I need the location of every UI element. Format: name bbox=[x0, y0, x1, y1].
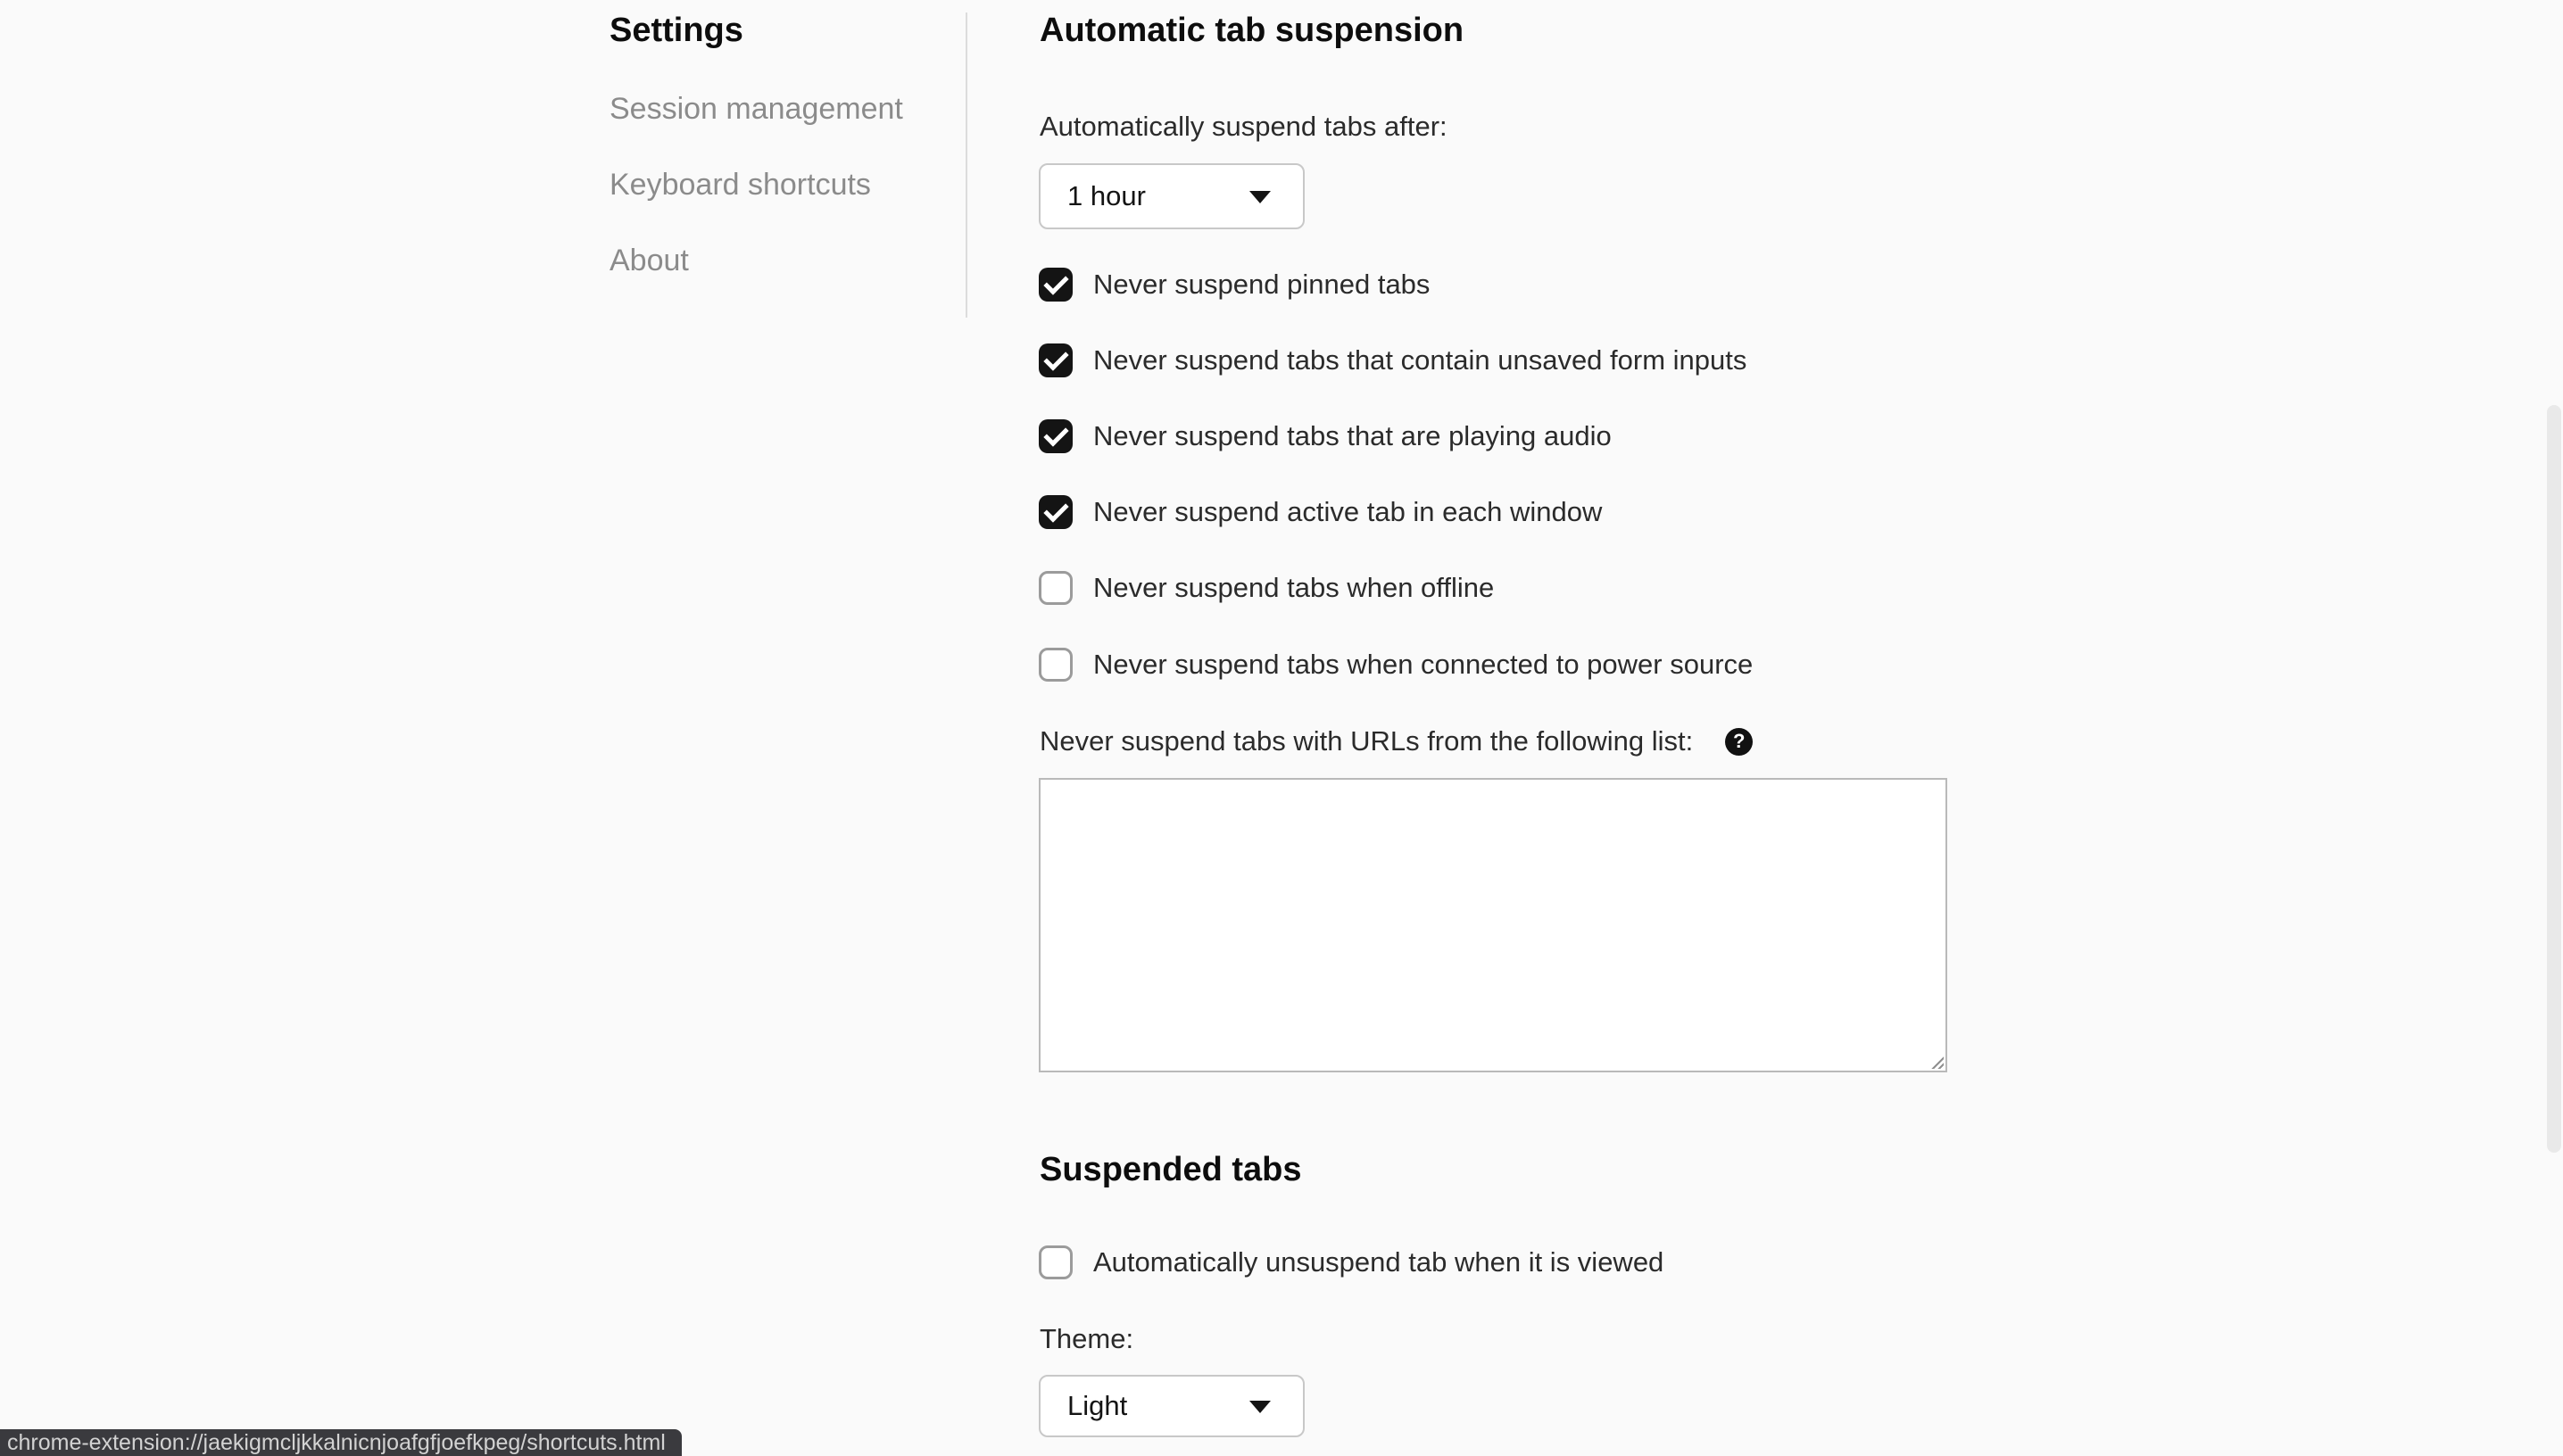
sidebar-divider bbox=[966, 12, 967, 318]
checkbox-label: Never suspend pinned tabs bbox=[1093, 269, 1431, 300]
section-title-automatic-tab-suspension: Automatic tab suspension bbox=[1040, 12, 1464, 49]
checkbox-box[interactable] bbox=[1039, 343, 1073, 377]
checkbox-never-suspend-offline[interactable] bbox=[1039, 571, 1494, 605]
checkbox-never-suspend-power-source[interactable] bbox=[1039, 648, 1753, 682]
checkbox-label: Never suspend tabs that are playing audio bbox=[1093, 420, 1612, 451]
checkbox-box[interactable] bbox=[1039, 648, 1073, 682]
checkbox-box[interactable] bbox=[1039, 268, 1073, 302]
check-icon bbox=[1043, 345, 1068, 370]
sidebar-item-about[interactable]: About bbox=[610, 244, 689, 277]
status-bubble: chrome-extension://jaekigmcljkkalnicnjoafgfjoefkpeg/shortcuts.html bbox=[0, 1429, 682, 1456]
checkbox-never-suspend-pinned-tabs[interactable] bbox=[1039, 268, 1430, 302]
sidebar-item-session-management[interactable]: Session management bbox=[610, 92, 903, 126]
whitelist-textarea-wrap bbox=[1039, 778, 1947, 1072]
suspend-after-value: 1 hour bbox=[1067, 180, 1146, 211]
checkbox-box[interactable] bbox=[1039, 419, 1073, 453]
checkbox-box[interactable] bbox=[1039, 571, 1073, 605]
checkbox-label: Never suspend active tab in each window bbox=[1093, 496, 1603, 527]
whitelist-row bbox=[1040, 724, 1753, 759]
checkbox-box[interactable] bbox=[1039, 1245, 1073, 1279]
suspend-after-label: Automatically suspend tabs after: bbox=[1040, 111, 1447, 142]
chevron-down-icon bbox=[1249, 1401, 1271, 1413]
theme-label: Theme: bbox=[1040, 1323, 1134, 1354]
checkbox-never-suspend-active-tab[interactable] bbox=[1039, 495, 1602, 529]
theme-value: Light bbox=[1067, 1390, 1128, 1421]
checkbox-label: Automatically unsuspend tab when it is viewed bbox=[1093, 1246, 1664, 1278]
checkbox-label: Never suspend tabs when connected to power source bbox=[1093, 649, 1754, 680]
checkbox-auto-unsuspend-on-view[interactable] bbox=[1039, 1245, 1663, 1279]
check-icon bbox=[1043, 497, 1068, 522]
checkbox-label: Never suspend tabs when offline bbox=[1093, 572, 1495, 603]
scrollbar-thumb[interactable] bbox=[2547, 405, 2561, 1153]
checkbox-never-suspend-playing-audio[interactable] bbox=[1039, 419, 1612, 453]
check-icon bbox=[1043, 421, 1068, 446]
sidebar-item-settings[interactable]: Settings bbox=[610, 12, 743, 49]
theme-select[interactable] bbox=[1039, 1375, 1305, 1437]
help-icon[interactable]: ? bbox=[1725, 728, 1753, 756]
check-icon bbox=[1043, 269, 1068, 294]
checkbox-never-suspend-unsaved-form-inputs[interactable] bbox=[1039, 343, 1746, 377]
checkbox-box[interactable] bbox=[1039, 495, 1073, 529]
suspend-after-select[interactable] bbox=[1039, 163, 1305, 229]
sidebar-item-keyboard-shortcuts[interactable]: Keyboard shortcuts bbox=[610, 168, 871, 202]
whitelist-textarea[interactable] bbox=[1039, 778, 1947, 1072]
whitelist-label: Never suspend tabs with URLs from the following list: bbox=[1040, 725, 1694, 757]
checkbox-label: Never suspend tabs that contain unsaved form inputs bbox=[1093, 344, 1747, 376]
chevron-down-icon bbox=[1249, 191, 1271, 203]
section-title-suspended-tabs: Suspended tabs bbox=[1040, 1151, 1302, 1188]
